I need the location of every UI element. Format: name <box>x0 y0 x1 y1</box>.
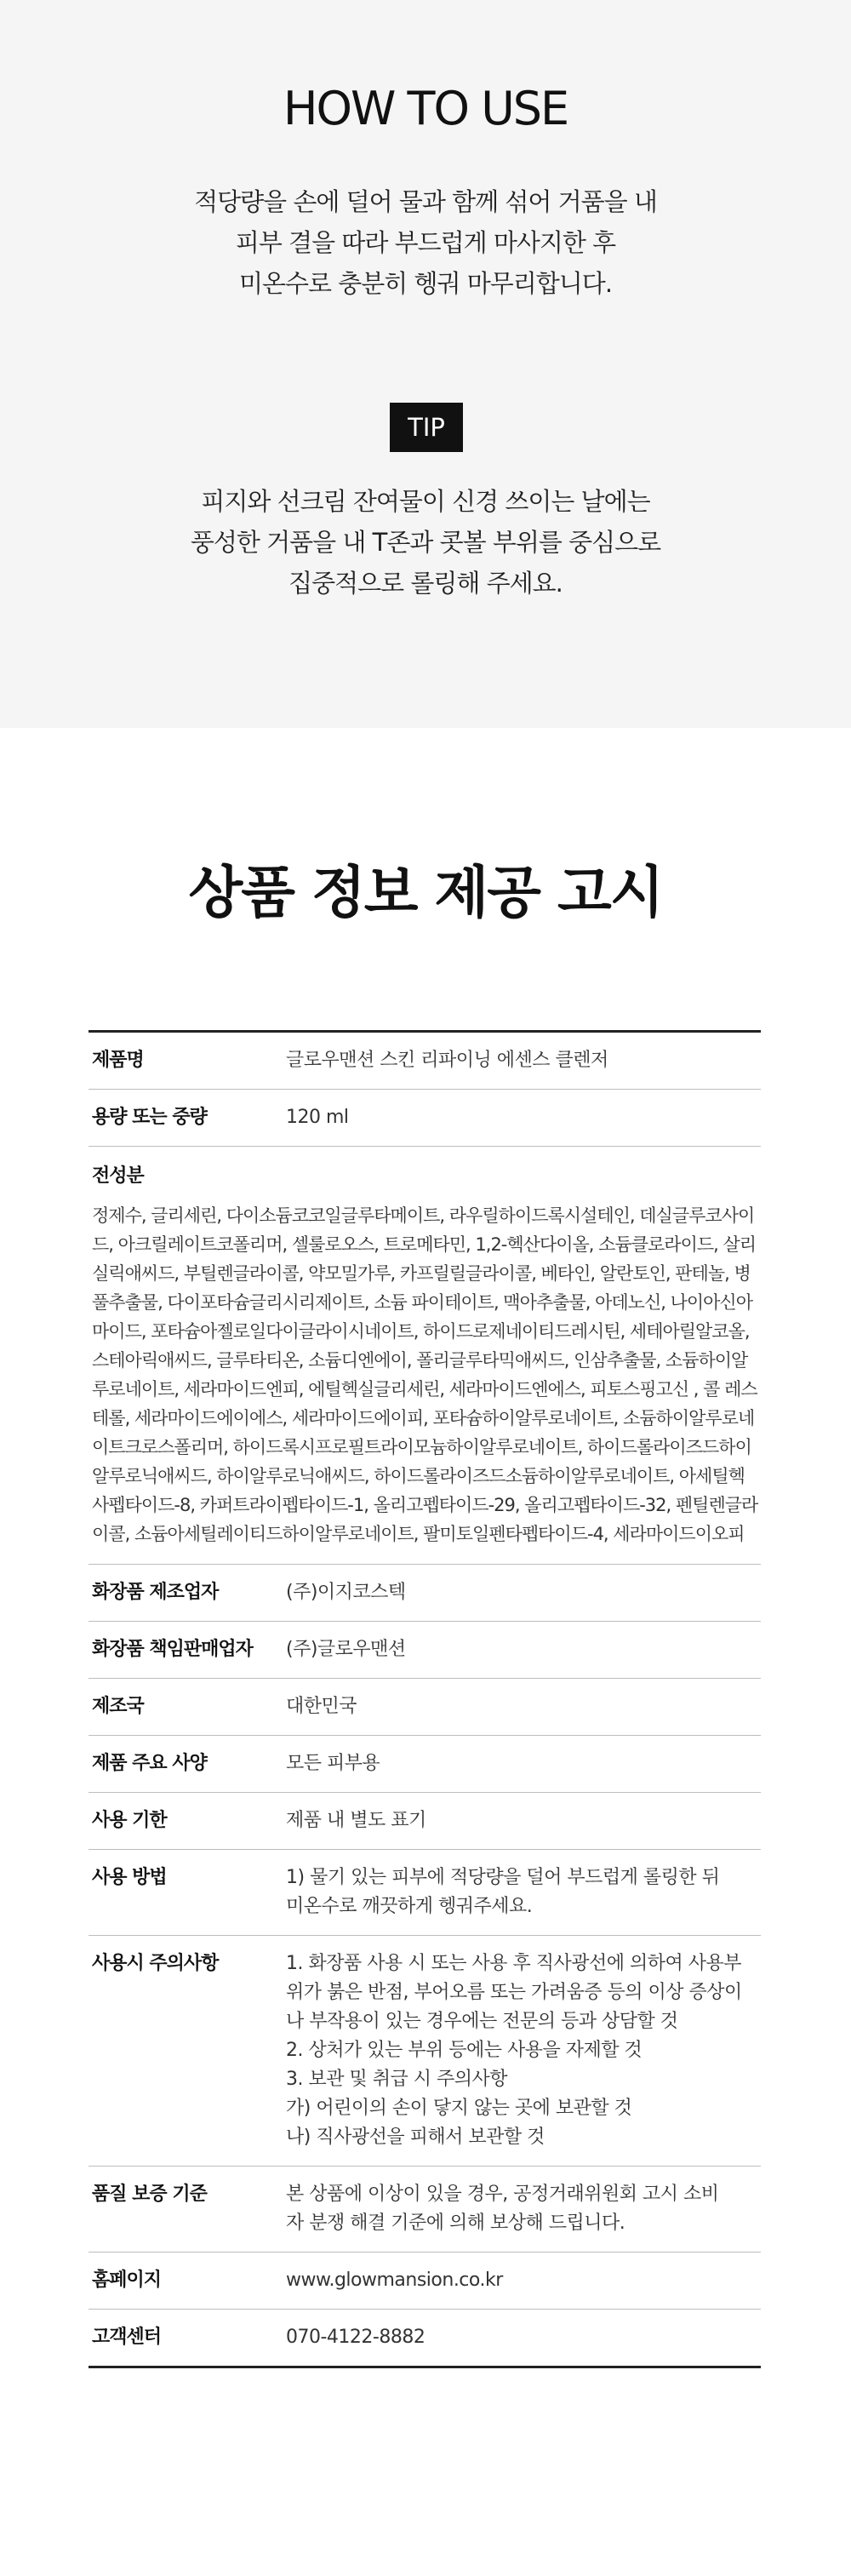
product-info-table <box>89 1030 761 2368</box>
tip-line: 풍성한 거품을 내 T존과 콧볼 부위를 중심으로 <box>190 528 661 557</box>
row-value: (주)이지코스텍 <box>286 1582 406 1603</box>
table-row-cautions <box>89 1936 761 2167</box>
row-label: 품질 보증 기준 <box>92 2184 207 2205</box>
value-line: 3. 보관 및 취급 시 주의사항 <box>286 2069 507 2090</box>
table-row-homepage <box>89 2253 761 2310</box>
row-label: 사용 기한 <box>92 1810 167 1831</box>
table-row-spec <box>89 1736 761 1793</box>
row-label: 화장품 제조업자 <box>92 1582 219 1603</box>
table-row-ingredients <box>89 1147 761 1565</box>
homepage-link[interactable]: www.glowmansion.co.kr <box>286 2270 503 2291</box>
tip-line: 피지와 선크림 잔여물이 신경 쓰이는 날에는 <box>201 487 650 516</box>
row-label: 전성분 <box>92 1165 144 1187</box>
how-to-use-line: 피부 결을 따라 부드럽게 마사지한 후 <box>235 228 616 257</box>
value-line: 2. 상처가 있는 부위 등에는 사용을 자제할 것 <box>286 2040 643 2061</box>
tip-line: 집중적으로 롤링해 주세요. <box>288 569 563 598</box>
value-line: 1. 화장품 사용 시 또는 사용 후 직사광선에 의하여 사용부 <box>286 1953 741 1974</box>
row-value <box>286 2167 761 2252</box>
table-row-customer-center <box>89 2310 761 2366</box>
row-label: 용량 또는 중량 <box>92 1107 207 1128</box>
value-line: 자 분쟁 해결 기준에 의해 보상해 드립니다. <box>286 2212 625 2234</box>
row-label: 고객센터 <box>92 2327 162 2348</box>
table-row-quality <box>89 2167 761 2253</box>
row-label: 사용시 주의사항 <box>92 1953 219 1974</box>
table-row-expiry <box>89 1793 761 1850</box>
phone-number: 070-4122-8882 <box>286 2327 426 2348</box>
row-label: 제품 주요 사양 <box>92 1753 207 1774</box>
value-line: 나 부작용이 있는 경우에는 전문의 등과 상담할 것 <box>286 2011 678 2032</box>
row-value <box>286 1936 761 2166</box>
table-row-country <box>89 1679 761 1736</box>
row-label: 홈페이지 <box>92 2270 162 2291</box>
row-label: 화장품 책임판매업자 <box>92 1639 253 1660</box>
tip-description <box>0 481 851 604</box>
row-value: 120 ml <box>286 1107 349 1128</box>
how-to-use-section <box>0 0 851 728</box>
value-line: 나) 직사광선을 피해서 보관할 것 <box>286 2127 545 2148</box>
how-to-use-description <box>0 181 851 304</box>
tip-badge: TIP <box>390 403 463 452</box>
row-value: (주)글로우맨션 <box>286 1639 406 1660</box>
row-value: 모든 피부용 <box>286 1753 380 1774</box>
product-notice-title: 상품 정보 제공 고시 <box>188 860 663 925</box>
value-line: 미온수로 깨끗하게 헹궈주세요. <box>286 1896 533 1917</box>
value-line: 1) 물기 있는 피부에 적당량을 덜어 부드럽게 롤링한 뒤 <box>286 1867 720 1888</box>
row-label: 제조국 <box>92 1696 144 1717</box>
row-value: 글로우맨션 스킨 리파이닝 에센스 클렌저 <box>286 1050 608 1071</box>
value-line: 본 상품에 이상이 있을 경우, 공정거래위원회 고시 소비 <box>286 2184 719 2205</box>
row-value: 대한민국 <box>286 1696 357 1717</box>
table-row-product-name <box>89 1033 761 1090</box>
row-value: 정제수, 글리세린, 다이소듐코코일글루타메이트, 라우릴하이드록시설테인, 데실글루코사이드, 아크릴레이트코폴리머, 셀룰로오스, 트로메타민, 1,2-헥산다이올, 소듐클로라이드, 살리실릭애씨드, 부틸렌글라이콜, 약모밀가루, 카프릴릴글라이콜, 베타인, 알란토인, 판테놀, 병풀추출물, 다이포타슘글리시리제이트, 소듐 파이테이트, 맥아추출물, 아데노신, 나이아신아마이드, 포타슘아젤로일다이글라이시네이트, 하이드로제네이티드레시틴, 세테아릴알코올, 스테아릭애씨드, 글루타티온, 소듐디엔에이, 폴리글루타믹애씨드, 인삼추출물, 소듐하이알루로네이트, 세라마이드엔피, 에틸헥실글리세린, 세라마이드엔에스, 피토스핑고신 , 콜 레스테롤, 세라마이드에이에스, 세라마이드에이피, 포타슘하이알루로네이트, 소듐하이알루로네이트크로스폴리머, 하이드록시프로필트라이모늄하이알루로네이트, 하이드롤라이즈드하이알루로닉애씨드, 하이알루로닉애씨드, 하이드롤라이즈드소듐하이알루로네이트, 아세틸헥사펩타이드-8, 카퍼트라이펩타이드-1, 올리고펩타이드-29, 올리고펩타이드-32, 펜틸렌글라이콜, 소듐아세틸레이티드하이알루로네이트, 팔미토일펜타펩타이드-4, 세라마이드이오피 <box>92 1205 758 1544</box>
how-to-use-line: 적당량을 손에 덜어 물과 함께 섞어 거품을 내 <box>194 187 657 216</box>
table-row-distributor <box>89 1622 761 1679</box>
row-value <box>286 1850 761 1935</box>
table-row-manufacturer <box>89 1565 761 1622</box>
row-value: 제품 내 별도 표기 <box>286 1810 426 1831</box>
row-label: 제품명 <box>92 1050 144 1071</box>
table-row-directions <box>89 1850 761 1936</box>
how-to-use-title: HOW TO USE <box>283 82 568 135</box>
value-line: 가) 어린이의 손이 닿지 않는 곳에 보관할 것 <box>286 2098 632 2119</box>
row-label: 사용 방법 <box>92 1867 167 1888</box>
value-line: 위가 붉은 반점, 부어오름 또는 가려움증 등의 이상 증상이 <box>286 1982 742 2003</box>
table-row-volume <box>89 1090 761 1147</box>
how-to-use-line: 미온수로 충분히 헹궈 마무리합니다. <box>238 269 613 298</box>
